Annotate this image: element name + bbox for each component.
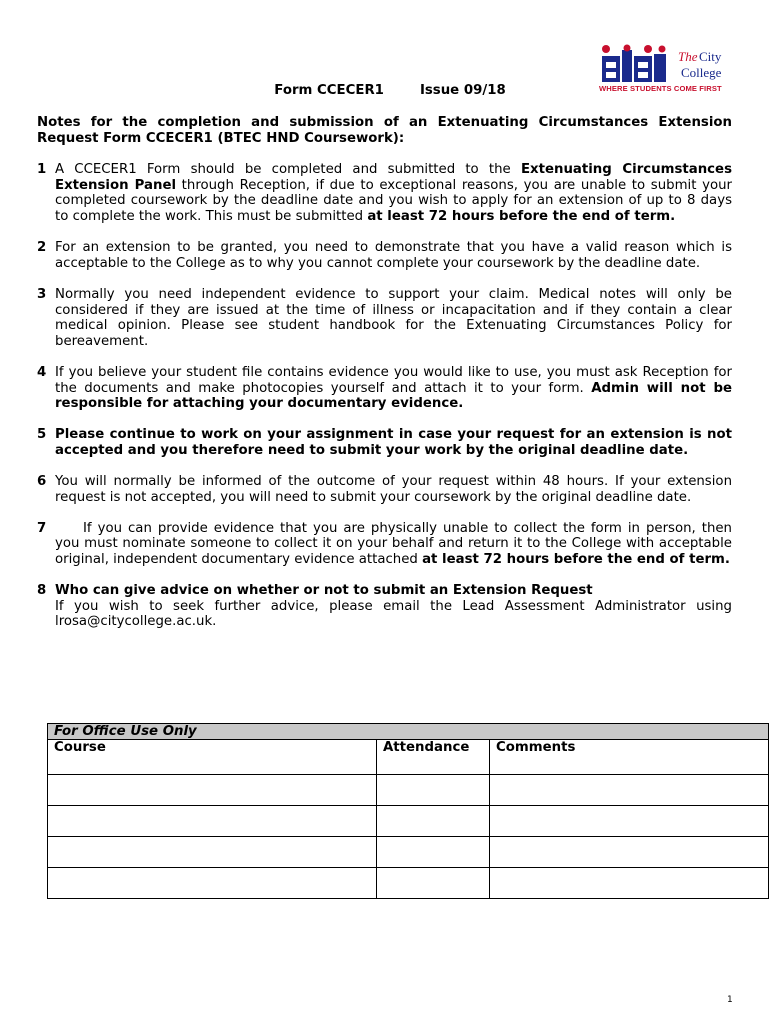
table-row — [48, 837, 769, 868]
intro-heading: Notes for the completion and submission of an Extenuating Circumstances Extension Request Form CCECER1 (BTEC HND Coursework): — [37, 115, 732, 146]
attendance-cell[interactable] — [377, 837, 490, 868]
notes-content — [37, 115, 732, 646]
table-row — [48, 775, 769, 806]
course-cell[interactable] — [48, 775, 377, 806]
form-id: Form CCECER1 — [274, 83, 384, 98]
note-text: For an extension to be granted, you need to demonstrate that you have a valid reason which is acceptable to the College as to why you cannot complete your coursework by the deadline date. — [55, 240, 732, 271]
note-item-4 — [37, 365, 732, 412]
city-college-logo-icon — [600, 44, 670, 84]
table-row — [48, 806, 769, 837]
course-cell[interactable] — [48, 806, 377, 837]
table-row — [48, 868, 769, 899]
note-heading: Who can give advice on whether or not to submit an Extension Request — [55, 583, 593, 599]
note-item-6 — [37, 474, 732, 505]
logo-tagline: WHERE STUDENTS COME FIRST — [599, 84, 722, 93]
issue-number: Issue 09/18 — [419, 83, 506, 98]
comments-cell[interactable] — [490, 837, 769, 868]
note-text: If you wish to seek further advice, please email the Lead Assessment Administrator using lrosa@citycollege.ac.uk. — [55, 598, 732, 630]
logo-the: The — [678, 49, 698, 64]
note-text: If you believe your student file contains evidence you would like to use, you must ask Reception for the documents and make photocopies yourself and attach it to your form. — [55, 364, 732, 396]
note-bold-text: Extenuating Circumstances Extension Panel — [55, 162, 732, 193]
course-cell[interactable] — [48, 837, 377, 868]
note-text: You will normally be informed of the outcome of your request within 48 hours. If your extension request is not accepted, you will need to submit your coursework by the original deadline date. — [55, 474, 732, 505]
note-item-2 — [37, 240, 732, 271]
note-item-8 — [37, 583, 732, 630]
note-number: 5 — [37, 427, 47, 443]
note-number: 2 — [37, 240, 47, 256]
comments-cell[interactable] — [490, 868, 769, 899]
note-bold-text: at least 72 hours before the end of term. — [367, 208, 676, 224]
comments-cell[interactable] — [490, 806, 769, 837]
page-number: 1 — [727, 995, 733, 1005]
note-item-1 — [37, 162, 732, 224]
note-number: 4 — [37, 364, 47, 380]
note-item-3 — [37, 287, 732, 349]
attendance-cell[interactable] — [377, 868, 490, 899]
note-item-7 — [37, 521, 732, 568]
comments-cell[interactable] — [490, 775, 769, 806]
note-bold-text: Please continue to work on your assignment in case your request for an extension is not accepted and you therefore need to submit your work by the original deadline date. — [55, 427, 732, 458]
logo-city: City — [699, 49, 722, 64]
note-bold-text: Admin will not be responsible for attaching your documentary evidence. — [55, 380, 732, 412]
column-header-course: Course — [48, 740, 377, 775]
course-cell[interactable] — [48, 868, 377, 899]
note-number: 1 — [37, 162, 47, 178]
column-header-attendance: Attendance — [377, 740, 490, 775]
note-text: If you can provide evidence that you are physically unable to collect the form in person, then you must nominate someone to collect it on your behalf and return it to the College with acceptable original, independent documentary evidence attached — [55, 520, 732, 568]
note-text: Normally you need independent evidence to support your claim. Medical notes will only be considered if they are issued at the time of illness or incapacitation and if they contain a clear medical opinion. Please see student handbook for the Extenuating Circumstances Policy for bereavement. — [55, 286, 732, 349]
logo-college: College — [681, 65, 722, 80]
column-header-comments: Comments — [490, 740, 769, 775]
note-number: 3 — [37, 286, 47, 302]
attendance-cell[interactable] — [377, 806, 490, 837]
note-number: 6 — [37, 474, 47, 490]
office-use-title: For Office Use Only — [48, 724, 769, 740]
note-text: through Reception, if due to exceptional reasons, you are unable to submit your completed coursework by the deadline date and you wish to apply for an extension of up to 8 days to complete the work. This must be submitted — [55, 177, 732, 224]
attendance-cell[interactable] — [377, 775, 490, 806]
note-bold-text: at least 72 hours before the end of term. — [422, 552, 730, 568]
note-number: 8 — [37, 583, 47, 599]
form-header — [0, 83, 770, 98]
note-text: A CCECER1 Form should be completed and submitted to the — [55, 162, 521, 178]
note-number: 7 — [37, 520, 47, 536]
office-use-table — [47, 723, 769, 899]
note-item-5 — [37, 427, 732, 458]
